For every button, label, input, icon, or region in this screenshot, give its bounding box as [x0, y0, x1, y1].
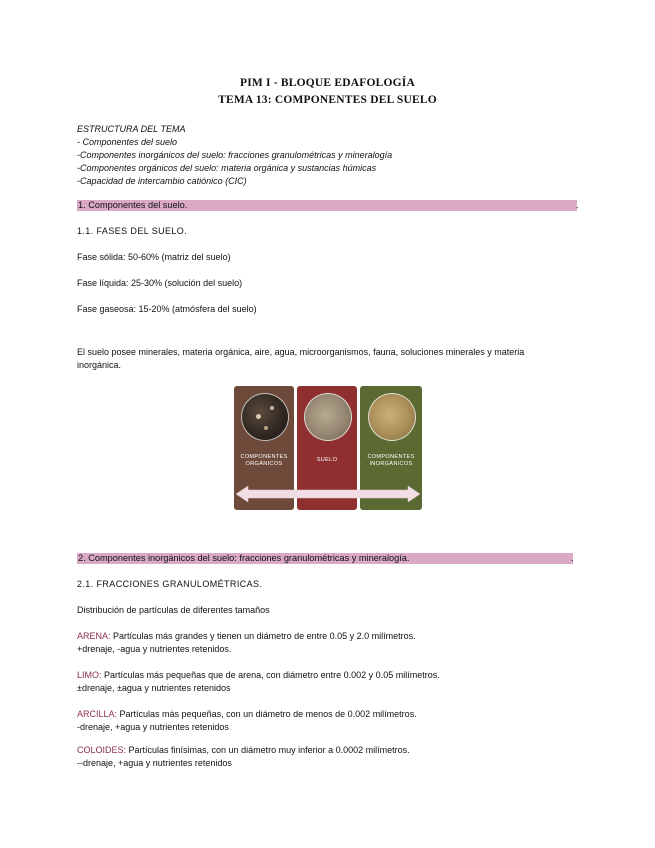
estructura-item: -Componentes orgánicos del suelo: materia orgánica y sustancias húmicas: [77, 163, 377, 173]
section2-subtitle: 2.1. FRACCIONES GRANULOMÉTRICAS.: [77, 579, 263, 589]
section2-intro: Distribución de partículas de diferentes tamaños: [77, 605, 270, 615]
document-subtitle: TEMA 13: COMPONENTES DEL SUELO: [218, 94, 437, 106]
estructura-heading: ESTRUCTURA DEL TEMA: [77, 124, 186, 134]
fraccion-note: ±drenaje, ±agua y nutrientes retenidos: [77, 683, 231, 693]
band-end-dot: .: [576, 200, 579, 210]
inorganic-label-line: INORGÁNICOS: [369, 461, 413, 467]
inorganic-label: [360, 454, 422, 468]
band-end-dot: .: [571, 553, 574, 563]
section1-title: 1. Componentes del suelo.: [78, 200, 188, 210]
term-label: ARCILLA:: [77, 709, 118, 719]
estructura-item: -Componentes inorgánicos del suelo: fracciones granulométricas y mineralogía: [77, 150, 393, 160]
organic-label: [234, 454, 294, 468]
double-arrow-icon: [234, 485, 422, 503]
section1-subtitle: 1.1. FASES DEL SUELO.: [77, 226, 188, 236]
estructura-item: -Capacidad de intercambio catiónico (CIC): [77, 176, 247, 186]
estructura-item: - Componentes del suelo: [77, 137, 178, 147]
organic-label-line: COMPONENTES: [240, 454, 288, 460]
term-label: COLOIDES:: [77, 745, 127, 755]
term-label: ARENA:: [77, 631, 111, 641]
fase-gaseosa: Fase gaseosa: 15-20% (atmósfera del suelo): [77, 304, 257, 314]
inorganic-label-line: COMPONENTES: [367, 454, 415, 460]
fraccion-note: --drenaje, +agua y nutrientes retenidos: [77, 758, 232, 768]
fraccion-coloides: [77, 745, 410, 755]
inorganic-soil-image: [368, 393, 416, 441]
section2-title: 2. Componentes inorgánicos del suelo: fracciones granulométricas y mineralogía.: [78, 553, 410, 563]
term-desc: Partículas más pequeñas, con un diámetro de menos de 0.002 milímetros.: [117, 709, 417, 719]
fraccion-arena: [77, 631, 416, 641]
paragraph-line: El suelo posee minerales, materia orgánica, aire, agua, microorganismos, fauna, soluciones minerales y materia: [77, 347, 525, 357]
organic-label-line: ORGÁNICOS: [245, 461, 283, 467]
fraccion-note: -drenaje, +agua y nutrientes retenidos: [77, 722, 229, 732]
fraccion-limo: [77, 670, 440, 680]
organic-soil-image: [241, 393, 289, 441]
paragraph-line: inorgánica.: [77, 360, 122, 370]
fraccion-note: +drenaje, -agua y nutrientes retenidos.: [77, 644, 232, 654]
term-desc: Partículas más pequeñas que de arena, con diámetro entre 0.002 y 0.05 milímetros.: [101, 670, 440, 680]
fraccion-arcilla: [77, 709, 417, 719]
soil-label: SUELO: [316, 457, 338, 463]
term-desc: Partículas más grandes y tienen un diámetro de entre 0.05 y 2.0 milímetros.: [110, 631, 416, 641]
fase-liquida: Fase líquida: 25-30% (solución del suelo): [77, 278, 243, 288]
term-label: LIMO:: [77, 670, 102, 680]
soil-image: [304, 393, 352, 441]
fase-solida: Fase sólida: 50-60% (matriz del suelo): [77, 252, 231, 262]
term-desc: Partículas finísimas, con un diámetro muy inferior a 0.0002 milímetros.: [126, 745, 410, 755]
document-title: PIM I - BLOQUE EDAFOLOGÍA: [240, 77, 415, 89]
soil-components-figure: [234, 386, 422, 510]
